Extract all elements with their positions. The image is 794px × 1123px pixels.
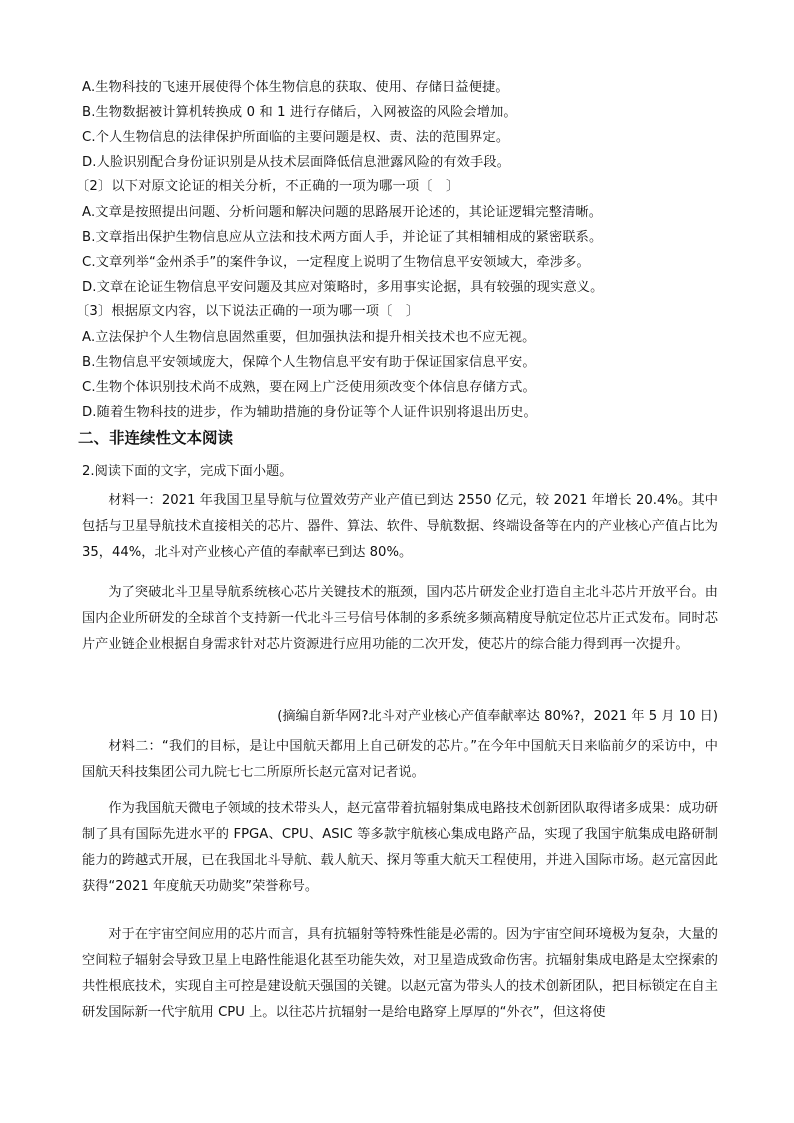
material-1-paragraph-2: 为了突破北斗卫星导航系统核心芯片关键技术的瓶颈，国内芯片研发企业打造自主北斗芯片开放平台。由国内企业所研发的全球首个支持新一代北斗三号信号体制的多系统多频高精度导航定位芯片正式发布。同时芯片产业链企业根据自身需求针对芯片资源进行应用功能的二次开发，使芯片的综合能力得到再一次提升。 bbox=[82, 585, 718, 652]
q2-option-b: B.文章指出保护生物信息应从立法和技术两方面人手，并论证了其相辅相成的紧密联系。 bbox=[82, 230, 603, 245]
q2-option-c: C.文章列举“金州杀手”的案件争议，一定程度上说明了生物信息平安领域大，牵涉多。 bbox=[82, 255, 590, 270]
material-1-source: (摘编自新华网?北斗对产业核心产值奉献率达 80%?，2021 年 5 月 10 日) bbox=[277, 709, 718, 724]
q1-option-d: D.人脸识别配合身份证识别是从技术层面降低信息泄露风险的有效手段。 bbox=[82, 155, 511, 170]
q2-option-d: D.文章在论证生物信息平安问题及其应对策略时，多用事实论据，具有较强的现实意义。 bbox=[82, 280, 604, 295]
q3-option-a: A.立法保护个人生物信息固然重要，但加强执法和提升相关技术也不应无视。 bbox=[82, 330, 536, 345]
material-2-paragraph-2: 作为我国航天微电子领域的技术带头人，赵元富带着抗辐射集成电路技术创新团队取得诸多成果：成功研制了具有国际先进水平的 FPGA、CPU、ASIC 等多款宇航核心集成电路产品，实现了我国宇航集成电路研制能力的跨越式开展，已在我国北斗导航、载人航天、探月等重大航天工程使用，并进入国际市场。赵元富因此获得“2021 年度航天功勋奖”荣誉称号。 bbox=[82, 801, 718, 894]
q1-option-b: B.生物数据被计算机转换成 0 和 1 进行存储后，入网被盗的风险会增加。 bbox=[82, 105, 517, 120]
section-title: 二、非连续性文本阅读 bbox=[78, 429, 234, 447]
material-2-paragraph-1: 材料二：“我们的目标，是让中国航天都用上自己研发的芯片。”在今年中国航天日来临前夕的采访中，中国航天科技集团公司九院七七二所原所长赵元富对记者说。 bbox=[82, 739, 718, 780]
q3-option-c: C.生物个体识别技术尚不成熟，要在网上广泛使用须改变个体信息存储方式。 bbox=[82, 380, 536, 395]
q3-option-d: D.随着生物科技的进步，作为辅助措施的身份证等个人证件识别将退出历史。 bbox=[82, 405, 537, 420]
q2-option-a: A.文章是按照提出问题、分析问题和解决问题的思路展开论述的，其论证逻辑完整清晰。 bbox=[82, 205, 603, 220]
q1-option-c: C.个人生物信息的法律保护所面临的主要问题是权、责、法的范围界定。 bbox=[82, 130, 510, 145]
material-2-paragraph-3: 对于在宇宙空间应用的芯片而言，具有抗辐射等特殊性能是必需的。因为宇宙空间环境极为复杂，大量的空间粒子辐射会导致卫星上电路性能退化甚至功能失效，对卫星造成致命伤害。抗辐射集成电路是太空探索的共性根底技术，实现自主可控是建设航天强国的关键。以赵元富为带头人的技术创新团队，把目标锁定在自主研发国际新一代宇航用 CPU 上。以往芯片抗辐射一是给电路穿上厚厚的“外衣”，但这将使 bbox=[82, 927, 718, 1020]
material-1-paragraph-1: 材料一：2021 年我国卫星导航与位置效劳产业产值已到达 2550 亿元，较 2021 年增长 20.4%。其中包括与卫星导航技术直接相关的芯片、器件、算法、软件、导航数据、终端设备等在内的产业核心产值占比为 35，44%，北斗对产业核心产值的奉献率已到达 80%。 bbox=[82, 493, 718, 560]
q3-stem: 〔3〕根据原文内容，以下说法正确的一项为哪一项〔 〕 bbox=[76, 304, 420, 319]
q1-option-a: A.生物科技的飞速开展使得个体生物信息的获取、使用、存储日益便捷。 bbox=[82, 80, 509, 95]
reading-instruction: 2.阅读下面的文字，完成下面小题。 bbox=[82, 464, 293, 479]
q3-option-b: B.生物信息平安领域庞大，保障个人生物信息平安有助于保证国家信息平安。 bbox=[82, 355, 536, 370]
q2-stem: 〔2〕以下对原文论证的相关分析，不正确的一项为哪一项〔 〕 bbox=[76, 179, 460, 194]
